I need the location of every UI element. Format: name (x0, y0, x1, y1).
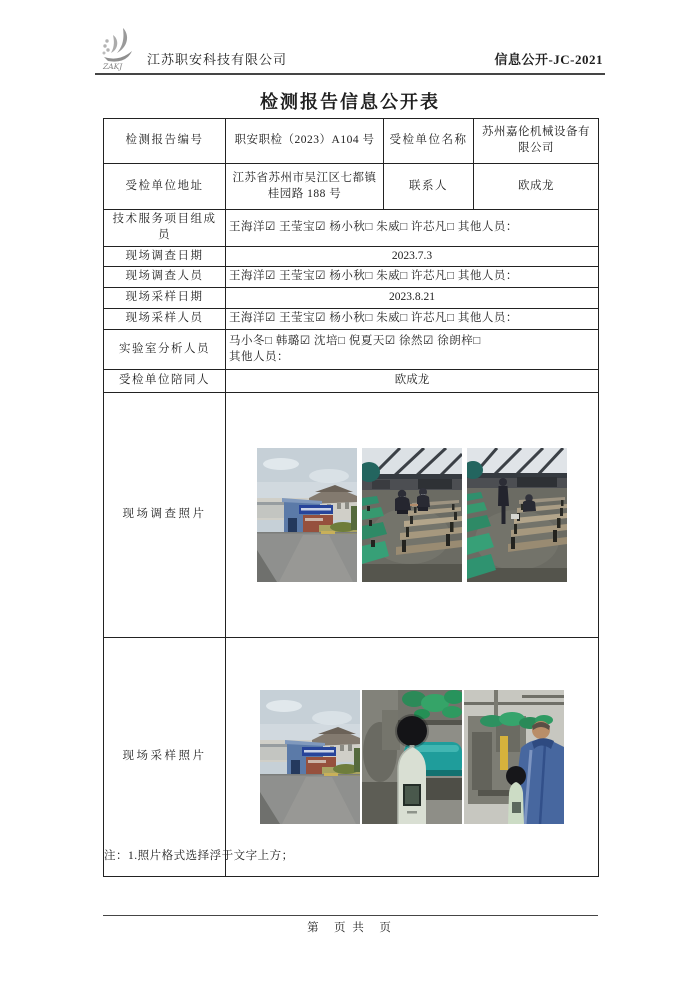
team-members-checklist: 王海洋☑ 王莹宝☑ 杨小秋□ 朱威□ 许芯凡□ 其他人员： (226, 210, 599, 247)
photo-workshop-rows (467, 448, 567, 582)
survey-staff-label: 现场调查人员 (104, 267, 226, 288)
lab-staff-checklist (226, 330, 599, 370)
sampling-photo-strip (229, 690, 595, 824)
unit-address-label: 受检单位地址 (104, 164, 226, 210)
table-row (104, 370, 599, 393)
table-row (104, 164, 599, 210)
info-table (103, 118, 599, 877)
sampling-date-label: 现场采样日期 (104, 288, 226, 309)
sampling-date-value: 2023.8.21 (226, 288, 599, 309)
survey-date-label: 现场调查日期 (104, 247, 226, 267)
sampling-photos-label: 现场采样照片 (104, 638, 226, 877)
photo-worker-noise-sampling (464, 690, 564, 824)
document-header (95, 26, 605, 75)
survey-photos-label: 现场调查照片 (104, 393, 226, 638)
company-name: 江苏职安科技有限公司 (147, 52, 288, 67)
escort-value: 欧成龙 (226, 370, 599, 393)
photo-factory-building (257, 448, 357, 582)
table-row (104, 247, 599, 267)
sampling-staff-label: 现场采样人员 (104, 309, 226, 330)
survey-date-value: 2023.7.3 (226, 247, 599, 267)
team-label: 技术服务项目组成员 (104, 210, 226, 247)
survey-photo-strip (229, 448, 595, 582)
footnote: 注：1.照片格式选择浮于文字上方； (104, 850, 294, 862)
lab-staff-line1: 马小冬□ 韩璐☑ 沈培□ 倪夏天☑ 徐然☑ 徐朗梓□ (229, 334, 481, 347)
sampling-photos-cell (226, 638, 599, 877)
table-row (104, 119, 599, 164)
unit-name-label: 受检单位名称 (384, 119, 474, 164)
unit-address-value: 江苏省苏州市吴江区七都镇桂园路 188 号 (226, 164, 384, 210)
table-row (104, 330, 599, 370)
sampling-staff-checklist: 王海洋☑ 王莹宝☑ 杨小秋□ 朱威□ 许芯凡□ 其他人员： (226, 309, 599, 330)
lab-staff-line2: 其他人员： (229, 350, 289, 363)
report-number-value: 职安职检（2023）A104 号 (226, 119, 384, 164)
contact-value: 欧成龙 (474, 164, 599, 210)
page-number: 第 页 共 页 (307, 922, 393, 934)
table-row (104, 288, 599, 309)
table-row (104, 309, 599, 330)
escort-label: 受检单位陪同人 (104, 370, 226, 393)
footer-divider (103, 915, 598, 916)
page-title: 检测报告信息公开表 (260, 92, 440, 112)
contact-label: 联系人 (384, 164, 474, 210)
table-row (104, 393, 599, 638)
photo-workers-inspecting (362, 448, 462, 582)
logo-text: ZAKJ (103, 62, 123, 71)
document-code: 信息公开-JC-2021 (494, 52, 603, 67)
unit-name-value: 苏州嘉伦机械设备有限公司 (474, 119, 599, 164)
lab-staff-label: 实验室分析人员 (104, 330, 226, 370)
table-row (104, 267, 599, 288)
table-row (104, 210, 599, 247)
company-logo-icon (100, 26, 142, 71)
survey-photos-cell (226, 393, 599, 638)
survey-staff-checklist: 王海洋☑ 王莹宝☑ 杨小秋□ 朱威□ 许芯凡□ 其他人员： (226, 267, 599, 288)
report-number-label: 检测报告编号 (104, 119, 226, 164)
photo-factory-building (260, 690, 360, 824)
table-row (104, 638, 599, 877)
photo-sound-meter-closeup (362, 690, 462, 824)
